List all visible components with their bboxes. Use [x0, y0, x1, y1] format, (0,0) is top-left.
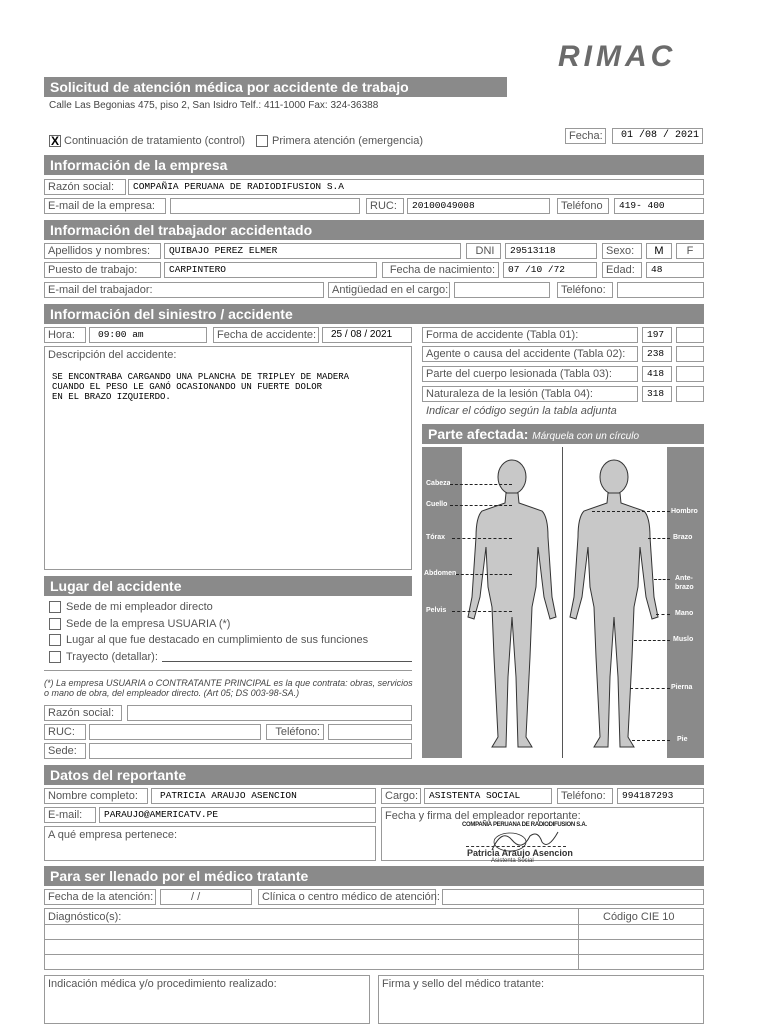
lugar-cb-2[interactable]	[49, 618, 61, 630]
email-empresa-label: E-mail de la empresa:	[44, 198, 166, 214]
lugar-ruc-field[interactable]	[89, 724, 261, 740]
rep-empresa-label: A qué empresa pertenece:	[48, 829, 178, 841]
lugar-section-title: Lugar del accidente	[44, 576, 412, 596]
sexo-m-text: M	[654, 245, 664, 257]
fecha-field[interactable]: 01 /08 / 2021	[612, 128, 703, 144]
label-cabeza: Cabeza	[426, 480, 451, 487]
tel-empresa-label: Teléfono	[557, 198, 609, 214]
siniestro-section-title: Información del siniestro / accidente	[44, 304, 704, 324]
lugar-sede-label: Sede:	[44, 743, 86, 759]
label-abdomen: Abdomen	[424, 570, 457, 577]
label-torax: Tórax	[426, 534, 446, 541]
antig-field[interactable]	[454, 282, 550, 298]
nombre-label: Apellidos y nombres:	[44, 243, 161, 259]
emergency-checkbox[interactable]	[256, 135, 268, 147]
line-brazo	[648, 538, 670, 539]
rep-firma-box[interactable]	[381, 807, 704, 864]
dni-field[interactable]: 29513118	[505, 243, 597, 259]
rep-nombre-label: Nombre completo:	[44, 788, 148, 804]
rep-email-field[interactable]: PARAUJO@AMERICATV.PE	[99, 807, 376, 823]
rep-email-label: E-mail:	[44, 807, 96, 823]
tabla1-extra[interactable]	[676, 327, 704, 343]
fecha-acc-label: Fecha de accidente:	[213, 327, 319, 343]
body-figures	[422, 447, 704, 758]
indicacion-box[interactable]	[44, 975, 370, 1024]
email-empresa-field[interactable]	[170, 198, 360, 214]
tabla4-label: Naturaleza de la lesión (Tabla 04):	[422, 386, 638, 402]
lugar-tel-label: Teléfono:	[266, 724, 324, 740]
label-pierna: Pierna	[671, 684, 693, 691]
diag-label: Diagnóstico(s):	[48, 911, 122, 923]
diag-row-1	[45, 924, 703, 925]
lugar-tel-field[interactable]	[328, 724, 412, 740]
diag-row-2	[45, 939, 703, 940]
med-clinica-field[interactable]	[442, 889, 704, 905]
tabla4-value[interactable]: 318	[642, 386, 672, 402]
ruc-field[interactable]: 20100049008	[407, 198, 550, 214]
parte-subtitle: Márquela con un círculo	[532, 431, 640, 442]
tel-trab-label: Teléfono:	[557, 282, 613, 298]
edad-field[interactable]: 48	[646, 262, 704, 278]
tabla2-label: Agente o causa del accidente (Tabla 02):	[422, 346, 638, 362]
rep-empresa-box[interactable]	[44, 826, 376, 861]
razon-label: Razón social:	[44, 179, 126, 195]
razon-field[interactable]: COMPAÑIA PERUANA DE RADIODIFUSION S.A	[128, 179, 704, 195]
tabla3-extra[interactable]	[676, 366, 704, 382]
label-antebrazo-1: Ante-	[675, 575, 693, 582]
line-muslo	[634, 640, 670, 641]
dni-label: DNI	[466, 243, 501, 259]
tabla2-extra[interactable]	[676, 346, 704, 362]
tel-trab-field[interactable]	[617, 282, 704, 298]
line-hombro	[592, 511, 670, 512]
lugar-sede-field[interactable]	[89, 743, 412, 759]
trayecto-line[interactable]	[162, 661, 412, 662]
tabla3-label: Parte del cuerpo lesionada (Tabla 03):	[422, 366, 638, 382]
trabajador-section-title: Información del trabajador accidentado	[44, 220, 704, 240]
tabla4-extra[interactable]	[676, 386, 704, 402]
address-line: Calle Las Begonias 475, piso 2, San Isidro Telf.: 411-1000 Fax: 324-36388	[49, 100, 379, 111]
descripcion-text: SE ENCONTRABA CARGANDO UNA PLANCHA DE TRIPLEY DE MADERA CUANDO EL PESO LE GANÓ OCASIONANDO UN FUERTE DOLOR EN EL BRAZO IZQUIERDO.	[52, 372, 350, 402]
ruc-label: RUC:	[366, 198, 404, 214]
sexo-f-text: F	[686, 245, 694, 257]
nombre-field[interactable]: QUIBAJO PEREZ ELMER	[164, 243, 461, 259]
med-clinica-label: Clínica o centro médico de atención:	[258, 889, 436, 905]
body-diagram[interactable]	[422, 447, 704, 758]
reportante-section-title: Datos del reportante	[44, 765, 704, 785]
rep-nombre-field[interactable]: PATRICIA ARAUJO ASENCION	[151, 788, 376, 804]
emergency-label: Primera atención (emergencia)	[272, 135, 424, 147]
tabla1-value[interactable]: 197	[642, 327, 672, 343]
line-antebrazo	[654, 579, 670, 580]
form-title: Solicitud de atención médica por accidente de trabajo	[44, 77, 507, 97]
email-trab-label: E-mail del trabajador:	[44, 282, 324, 298]
lugar-cb-1[interactable]	[49, 601, 61, 613]
puesto-field[interactable]: CARPINTERO	[164, 262, 377, 278]
nac-label: Fecha de nacimiento:	[382, 262, 499, 278]
rep-firma-label: Fecha y firma del empleador reportante:	[385, 810, 581, 822]
lugar-divider	[44, 670, 412, 671]
sexo-m-box[interactable]	[646, 243, 672, 259]
control-label: Continuación de tratamiento (control)	[64, 135, 245, 147]
label-mano: Mano	[675, 610, 694, 617]
rep-tel-label: Teléfono:	[557, 788, 613, 804]
cie-label: Código CIE 10	[603, 911, 675, 923]
tabla3-value[interactable]: 418	[642, 366, 672, 382]
diagnostico-table[interactable]	[44, 908, 704, 970]
label-hombro: Hombro	[671, 508, 698, 515]
lugar-item-1: Sede de mi empleador directo	[66, 601, 213, 613]
line-torax	[452, 538, 512, 539]
control-checkbox[interactable]: X	[50, 134, 59, 148]
lugar-cb-4[interactable]	[49, 651, 61, 663]
tabla2-value[interactable]: 238	[642, 346, 672, 362]
line-pelvis	[452, 611, 512, 612]
label-pelvis: Pelvis	[426, 607, 447, 614]
rimac-logo: RIMAC	[558, 40, 677, 73]
stamp-company: COMPAÑIA PERUANA DE RADIODIFUSION S.A.	[462, 822, 587, 828]
lugar-razon-field[interactable]	[127, 705, 412, 721]
rep-tel-field[interactable]: 994187293	[617, 788, 704, 804]
rep-cargo-label: Cargo:	[381, 788, 421, 804]
lugar-razon-label: Razón social:	[44, 705, 122, 721]
stamp-role: Asistenta Social	[491, 858, 534, 864]
line-pierna	[630, 688, 670, 689]
diag-row-3	[45, 954, 703, 955]
indic-label: Indicación médica y/o procedimiento realizado:	[48, 978, 277, 990]
label-brazo: Brazo	[673, 534, 693, 541]
line-mano	[656, 614, 670, 615]
descripcion-box[interactable]	[44, 346, 412, 570]
line-pie	[632, 740, 670, 741]
line-cabeza	[450, 484, 512, 485]
lugar-note: (*) La empresa USUARIA o CONTRATANTE PRINCIPAL es la que contrata: obras, servicios o mano de obra, del empleador directo. (Art 05; DS 003-98-SA.)	[44, 678, 413, 698]
descripcion-label: Descripción del accidente:	[48, 349, 177, 361]
label-antebrazo-2: brazo	[675, 584, 694, 591]
med-fecha-field[interactable]	[160, 889, 252, 905]
rep-cargo-field[interactable]: ASISTENTA SOCIAL	[424, 788, 552, 804]
lugar-item-3: Lugar al que fue destacado en cumplimiento de sus funciones	[66, 634, 369, 646]
hora-label: Hora:	[44, 327, 86, 343]
empresa-section-title: Información de la empresa	[44, 155, 704, 175]
sexo-label: Sexo:	[602, 243, 642, 259]
puesto-label: Puesto de trabajo:	[44, 262, 161, 278]
label-cuello: Cuello	[426, 501, 448, 508]
hora-field[interactable]: 09:00 am	[89, 327, 207, 343]
parte-title-text: Parte afectada:	[428, 426, 529, 442]
line-abdomen	[456, 574, 512, 575]
parte-afectada-title	[422, 424, 704, 444]
fecha-label: Fecha:	[565, 128, 606, 144]
label-muslo: Muslo	[673, 636, 694, 643]
lugar-item-2: Sede de la empresa USUARIA (*)	[66, 618, 231, 630]
tabla1-label: Forma de accidente (Tabla 01):	[422, 327, 638, 343]
tabla-note: Indicar el código según la tabla adjunta	[426, 405, 617, 417]
label-pie: Pie	[677, 736, 688, 743]
lugar-ruc-label: RUC:	[44, 724, 86, 740]
sexo-f-box[interactable]	[676, 243, 704, 259]
line-cuello	[450, 505, 512, 506]
firma-medico-box[interactable]	[378, 975, 704, 1024]
medico-section-title: Para ser llenado por el médico tratante	[44, 866, 704, 886]
tel-empresa-field[interactable]: 419- 400	[614, 198, 704, 214]
edad-label: Edad:	[602, 262, 642, 278]
med-fecha-slashes: / /	[191, 891, 201, 903]
nac-field[interactable]: 07 /10 /72	[503, 262, 597, 278]
stamp-name: Patricia Araujo Asencion	[467, 848, 573, 858]
firma-medico-label: Firma y sello del médico tratante:	[382, 978, 545, 990]
stamp-line	[466, 846, 566, 847]
lugar-item-4: Trayecto (detallar):	[66, 651, 158, 663]
fecha-acc-field[interactable]: 25 / 08 / 2021	[322, 327, 412, 343]
antig-label: Antigüedad en el cargo:	[328, 282, 450, 298]
lugar-cb-3[interactable]	[49, 634, 61, 646]
med-fecha-label: Fecha de la atención:	[44, 889, 156, 905]
